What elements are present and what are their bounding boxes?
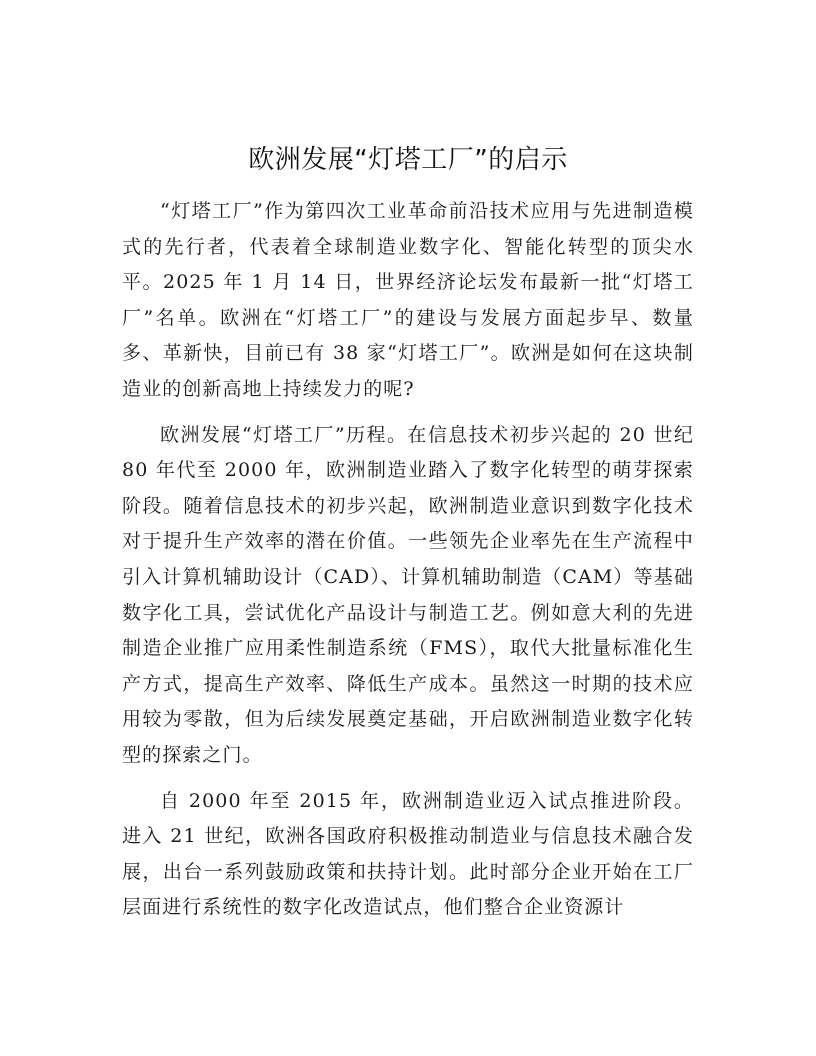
paragraph-2: 欧洲发展“灯塔工厂”历程。在信息技术初步兴起的 20 世纪 80 年代至 2000 年，欧洲制造业踏入了数字化转型的萌芽探索阶段。随着信息技术的初步兴起，欧洲制造业意识到数字化技术对于提升生产效率的潜在价值。一些领先企业率先在生产流程中引入计算机辅助设计（CAD）、计算机辅助制造（CAM）等基础数字化工具，尝试优化产品设计与制造工艺。例如意大利的先进制造企业推广应用柔性制造系统（FMS），取代大批量标准化生产方式，提高生产效率、降低生产成本。虽然这一时期的技术应用较为零散，但为后续发展奠定基础，开启欧洲制造业数字化转型的探索之门。 [122,423,694,766]
document-body [122,194,694,936]
document-title: 欧洲发展“灯塔工厂”的启示 [248,145,568,175]
paragraph-1: “灯塔工厂”作为第四次工业革命前沿技术应用与先进制造模式的先行者，代表着全球制造业数字化、智能化转型的顶尖水平。2025 年 1 月 14 日，世界经济论坛发布最新一批“灯塔工厂”名单。欧洲在“灯塔工厂”的建设与发展方面起步早、数量多、革新快，目前已有 38 家“灯塔工厂”。欧洲是如何在这块制造业的创新高地上持续发力的呢? [122,200,694,400]
paragraph-3: 自 2000 年至 2015 年，欧洲制造业迈入试点推进阶段。进入 21 世纪，欧洲各国政府积极推动制造业与信息技术融合发展，出台一系列鼓励政策和扶持计划。此时部分企业开始在工厂层面进行系统性的数字化改造试点，他们整合企业资源计 [122,789,694,919]
